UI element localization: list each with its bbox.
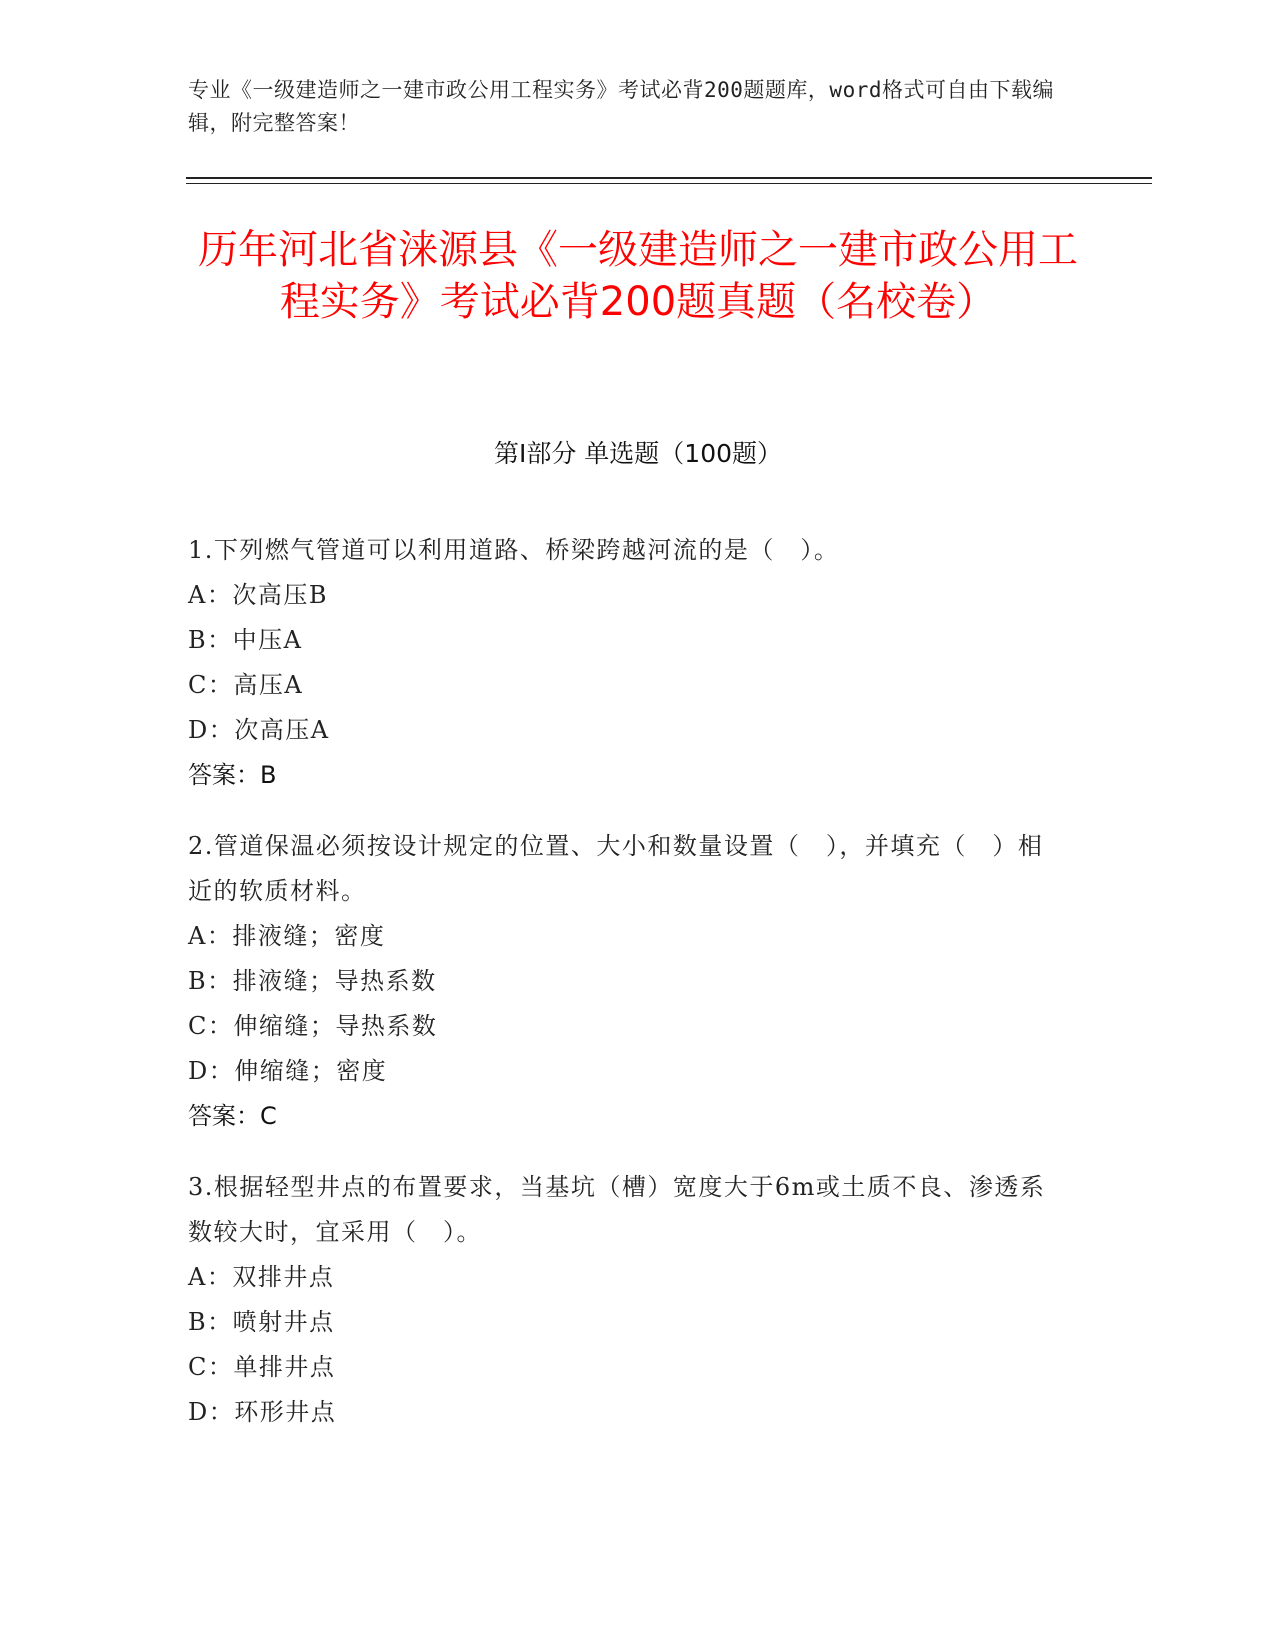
answer: 答案：B (188, 761, 277, 789)
option-d: D：次高压A (188, 716, 330, 744)
option-b: B：中压A (188, 626, 303, 654)
section-title: 第Ⅰ部分 单选题（100题） (493, 439, 783, 468)
document-title: 历年河北省涞源县《一级建造师之一建市政公用工程实务》考试必背200题真题（名校卷） (198, 227, 1078, 325)
question-stem: 3.根据轻型井点的布置要求，当基坑（槽）宽度大于6m或土质不良、渗透系数较大时，宜采用（ ）。 (188, 1173, 1046, 1246)
header-divider-thin (186, 183, 1152, 184)
question-1 (188, 528, 1068, 798)
question-3 (188, 1165, 1068, 1435)
option-c: C：伸缩缝；导热系数 (188, 1012, 438, 1040)
option-a: A：双排井点 (188, 1263, 335, 1291)
question-2 (188, 824, 1068, 1139)
question-stem: 1.下列燃气管道可以利用道路、桥梁跨越河流的是（ ）。 (188, 536, 840, 564)
question-list (188, 528, 1068, 1461)
header-note: 专业《一级建造师之一建市政公用工程实务》考试必背200题题库，word格式可自由下载编辑，附完整答案！ (188, 78, 1054, 135)
header-divider-thick (186, 177, 1152, 179)
option-a: A：排液缝；密度 (188, 922, 386, 950)
option-b: B：喷射井点 (188, 1308, 335, 1336)
answer: 答案：C (188, 1102, 277, 1130)
option-b: B：排液缝；导热系数 (188, 967, 437, 995)
option-d: D：伸缩缝；密度 (188, 1057, 388, 1085)
option-c: C：高压A (188, 671, 304, 699)
question-stem: 2.管道保温必须按设计规定的位置、大小和数量设置（ ），并填充（ ）相近的软质材料。 (188, 832, 1044, 905)
option-c: C：单排井点 (188, 1353, 336, 1381)
option-d: D：环形井点 (188, 1398, 337, 1426)
option-a: A：次高压B (188, 581, 328, 609)
